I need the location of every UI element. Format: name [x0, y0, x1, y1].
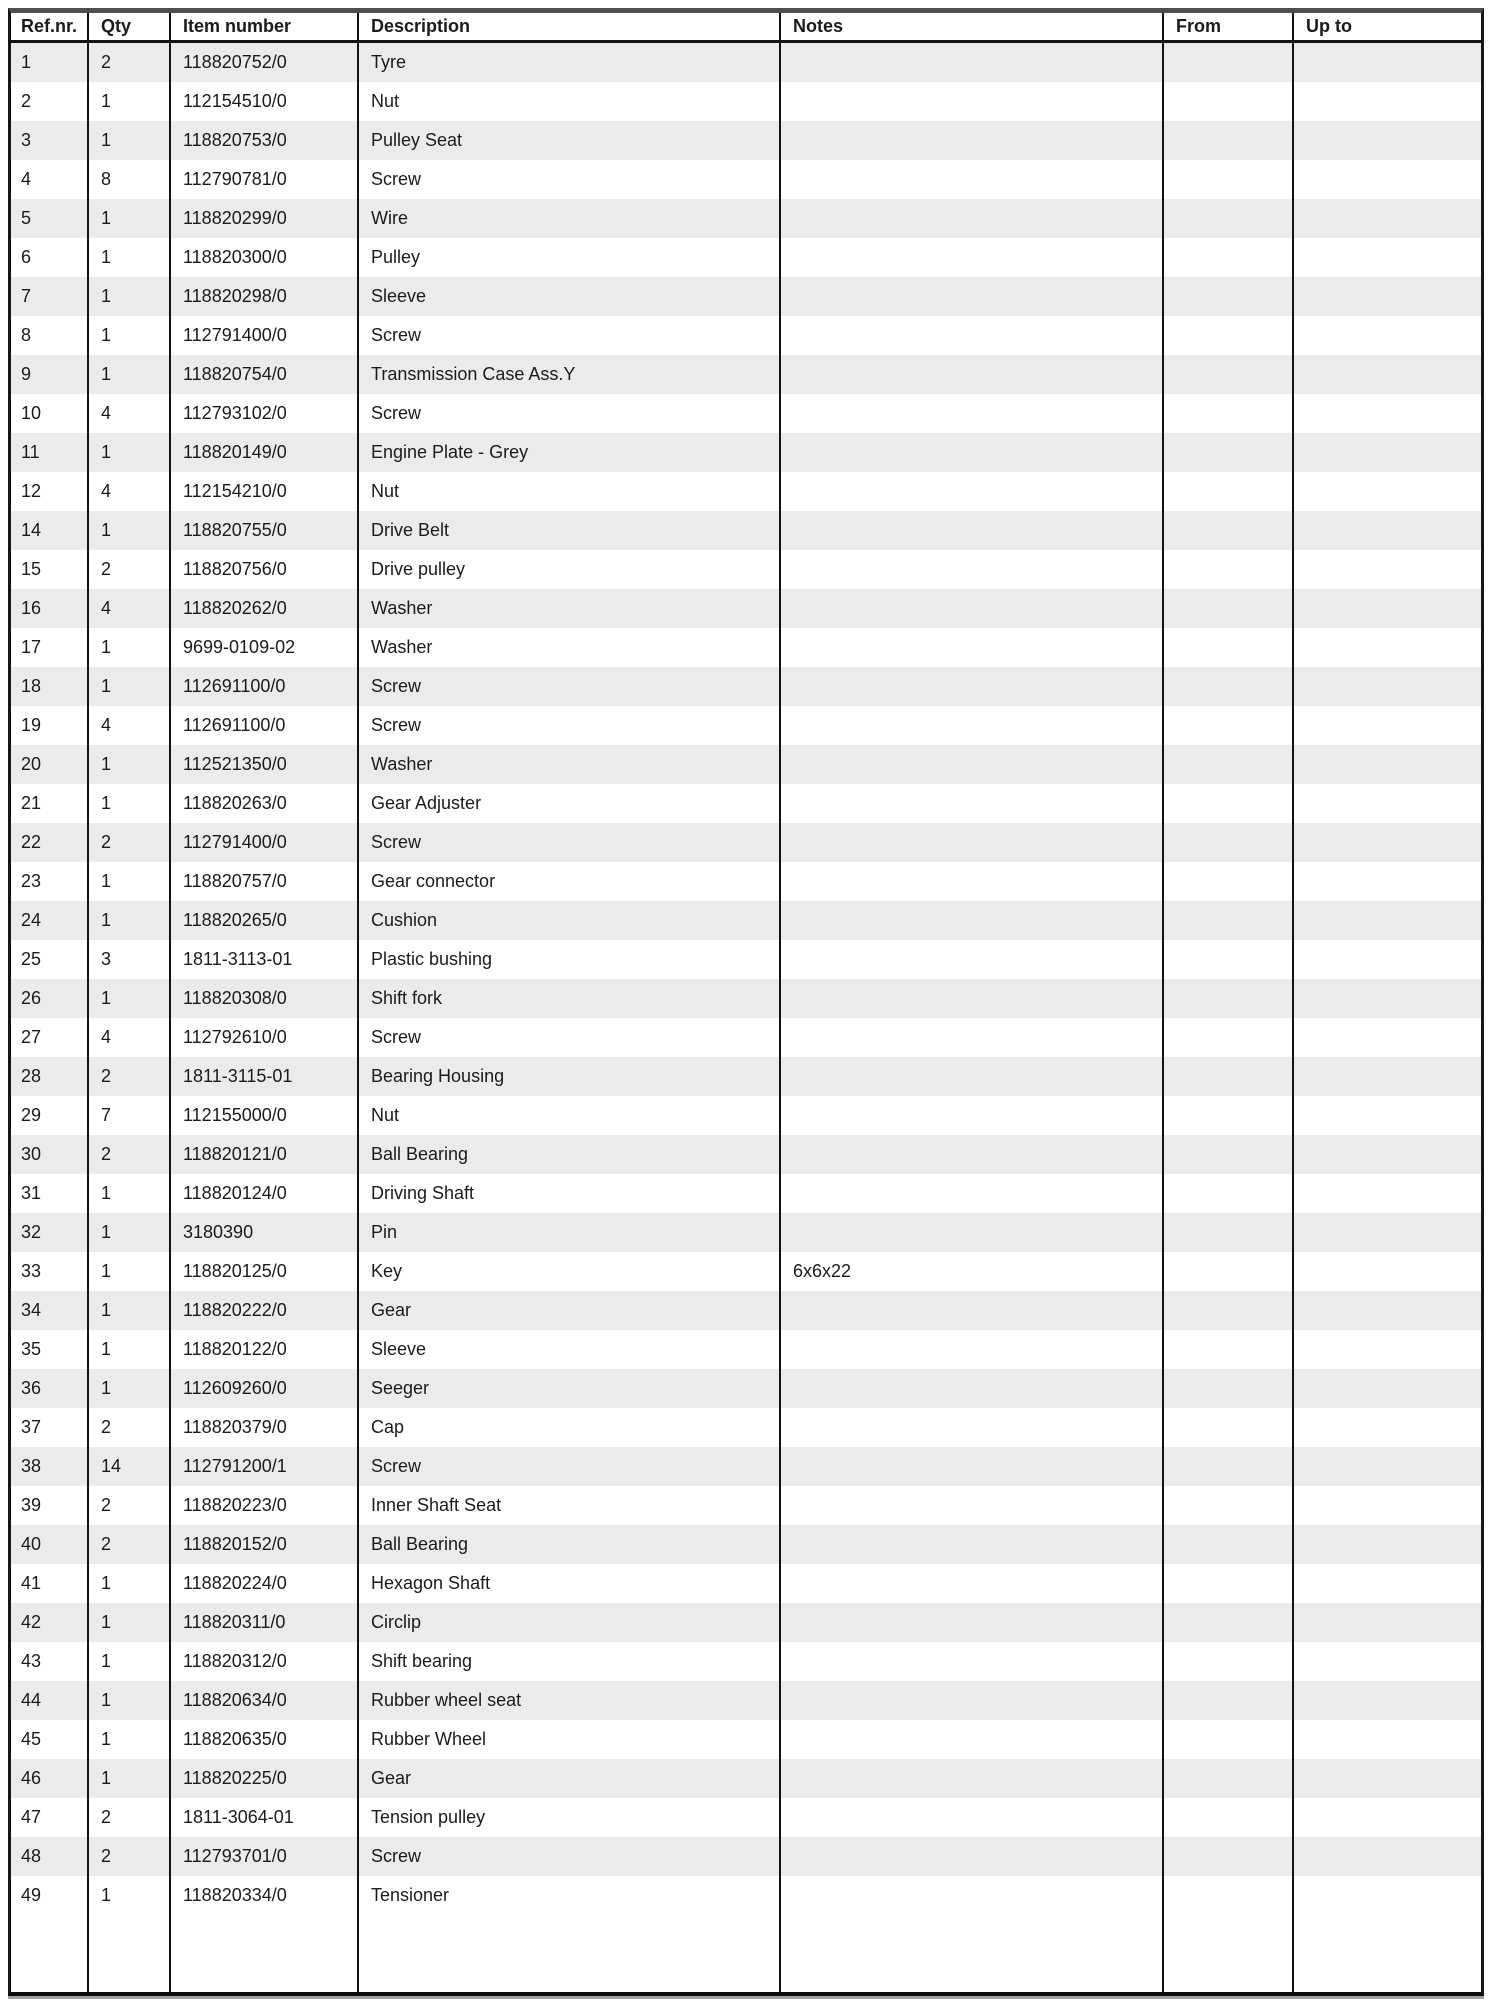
cell-description: Inner Shaft Seat — [371, 1495, 502, 1515]
table-row — [11, 1681, 1481, 1720]
table-row — [11, 394, 1481, 433]
cell-description: Pin — [371, 1222, 398, 1242]
table-row — [11, 784, 1481, 823]
cell-ref-nr: 5 — [21, 208, 32, 228]
cell-ref-nr: 26 — [21, 988, 42, 1008]
cell-item-number: 118820300/0 — [183, 247, 287, 267]
cell-qty: 1 — [101, 1729, 112, 1749]
table-row — [11, 1525, 1481, 1564]
cell-item-number: 118820635/0 — [183, 1729, 287, 1749]
cell-ref-nr: 14 — [21, 520, 42, 540]
cell-item-number: 118820125/0 — [183, 1261, 287, 1281]
cell-item-number: 118820223/0 — [183, 1495, 287, 1515]
cell-qty: 1 — [101, 1690, 112, 1710]
cell-item-number: 112791200/1 — [183, 1456, 287, 1476]
cell-ref-nr: 20 — [21, 754, 42, 774]
column-divider — [169, 13, 171, 1992]
cell-description: Driving Shaft — [371, 1183, 475, 1203]
table-row — [11, 472, 1481, 511]
cell-ref-nr: 39 — [21, 1495, 42, 1515]
cell-description: Screw — [371, 1027, 422, 1047]
cell-qty: 14 — [101, 1456, 122, 1476]
cell-notes: 6x6x22 — [793, 1261, 852, 1281]
table-row — [11, 1174, 1481, 1213]
table-row — [11, 199, 1481, 238]
table-row — [11, 316, 1481, 355]
cell-description: Screw — [371, 1846, 422, 1866]
table-row — [11, 1213, 1481, 1252]
cell-qty: 1 — [101, 1300, 112, 1320]
cell-ref-nr: 7 — [21, 286, 32, 306]
table-row — [11, 1369, 1481, 1408]
table-row — [11, 355, 1481, 394]
cell-item-number: 118820222/0 — [183, 1300, 287, 1320]
cell-ref-nr: 31 — [21, 1183, 42, 1203]
cell-item-number: 118820754/0 — [183, 364, 287, 384]
table-row — [11, 589, 1481, 628]
cell-qty: 1 — [101, 1768, 112, 1788]
cell-qty: 1 — [101, 1612, 112, 1632]
table-row — [11, 1837, 1481, 1876]
table-row — [11, 667, 1481, 706]
table-row — [11, 1408, 1481, 1447]
cell-description: Gear — [371, 1768, 412, 1788]
cell-qty: 2 — [101, 52, 112, 72]
cell-ref-nr: 44 — [21, 1690, 42, 1710]
table-row — [11, 1291, 1481, 1330]
cell-qty: 1 — [101, 91, 112, 111]
cell-ref-nr: 9 — [21, 364, 32, 384]
cell-ref-nr: 17 — [21, 637, 42, 657]
cell-description: Screw — [371, 1456, 422, 1476]
cell-ref-nr: 29 — [21, 1105, 42, 1125]
cell-description: Nut — [371, 1105, 400, 1125]
cell-qty: 2 — [101, 1144, 112, 1164]
cell-ref-nr: 30 — [21, 1144, 42, 1164]
table-row — [11, 1096, 1481, 1135]
cell-ref-nr: 49 — [21, 1885, 42, 1905]
cell-description: Nut — [371, 481, 400, 501]
cell-description: Rubber wheel seat — [371, 1690, 522, 1710]
table-row — [11, 1564, 1481, 1603]
cell-ref-nr: 47 — [21, 1807, 42, 1827]
cell-ref-nr: 41 — [21, 1573, 42, 1593]
cell-item-number: 118820379/0 — [183, 1417, 287, 1437]
cell-item-number: 1811-3115-01 — [183, 1066, 293, 1086]
cell-qty: 1 — [101, 1651, 112, 1671]
cell-qty: 1 — [101, 1183, 112, 1203]
cell-ref-nr: 11 — [21, 442, 40, 462]
column-divider — [1162, 13, 1164, 1992]
cell-item-number: 112790781/0 — [183, 169, 287, 189]
cell-item-number: 112791400/0 — [183, 832, 287, 852]
cell-description: Engine Plate - Grey — [371, 442, 529, 462]
cell-item-number: 118820755/0 — [183, 520, 287, 540]
column-divider — [87, 13, 89, 1992]
cell-item-number: 112791400/0 — [183, 325, 287, 345]
cell-description: Screw — [371, 169, 422, 189]
cell-qty: 1 — [101, 988, 112, 1008]
cell-qty: 7 — [101, 1105, 112, 1125]
cell-description: Tyre — [371, 52, 407, 72]
cell-qty: 1 — [101, 754, 112, 774]
cell-ref-nr: 6 — [21, 247, 32, 267]
cell-description: Drive Belt — [371, 520, 450, 540]
column-divider — [779, 13, 781, 1992]
table-row — [11, 1330, 1481, 1369]
cell-qty: 1 — [101, 871, 112, 891]
cell-ref-nr: 27 — [21, 1027, 42, 1047]
cell-ref-nr: 12 — [21, 481, 42, 501]
cell-description: Sleeve — [371, 1339, 427, 1359]
cell-description: Screw — [371, 325, 422, 345]
cell-description: Pulley — [371, 247, 421, 267]
table-row — [11, 1057, 1481, 1096]
cell-item-number: 118820298/0 — [183, 286, 287, 306]
cell-description: Rubber Wheel — [371, 1729, 487, 1749]
cell-description: Wire — [371, 208, 408, 228]
cell-qty: 1 — [101, 637, 112, 657]
cell-ref-nr: 15 — [21, 559, 42, 579]
cell-description: Shift fork — [371, 988, 443, 1008]
table-row — [11, 1018, 1481, 1057]
table-row — [11, 1603, 1481, 1642]
column-header-qty: Qty — [101, 16, 132, 36]
cell-description: Washer — [371, 637, 433, 657]
cell-description: Hexagon Shaft — [371, 1573, 491, 1593]
cell-ref-nr: 46 — [21, 1768, 42, 1788]
table-row — [11, 1252, 1481, 1291]
cell-description: Screw — [371, 403, 422, 423]
cell-item-number: 118820152/0 — [183, 1534, 287, 1554]
cell-qty: 4 — [101, 598, 112, 618]
cell-qty: 4 — [101, 481, 112, 501]
cell-ref-nr: 38 — [21, 1456, 42, 1476]
cell-qty: 2 — [101, 1495, 112, 1515]
cell-item-number: 9699-0109-02 — [183, 637, 296, 657]
cell-item-number: 118820634/0 — [183, 1690, 287, 1710]
cell-description: Washer — [371, 598, 433, 618]
cell-item-number: 118820311/0 — [183, 1612, 286, 1632]
table-row — [11, 1135, 1481, 1174]
cell-description: Bearing Housing — [371, 1066, 505, 1086]
cell-qty: 1 — [101, 1378, 112, 1398]
cell-item-number: 118820124/0 — [183, 1183, 287, 1203]
cell-item-number: 118820121/0 — [183, 1144, 287, 1164]
cell-ref-nr: 19 — [21, 715, 42, 735]
cell-ref-nr: 16 — [21, 598, 42, 618]
table-row — [11, 706, 1481, 745]
table-body — [11, 43, 1481, 1915]
table-row — [11, 628, 1481, 667]
cell-qty: 2 — [101, 1846, 112, 1866]
table-row — [11, 979, 1481, 1018]
cell-qty: 1 — [101, 247, 112, 267]
column-header-item-number: Item number — [183, 16, 292, 36]
cell-ref-nr: 48 — [21, 1846, 42, 1866]
cell-qty: 2 — [101, 1417, 112, 1437]
cell-qty: 4 — [101, 403, 112, 423]
cell-item-number: 118820262/0 — [183, 598, 287, 618]
table-row — [11, 1642, 1481, 1681]
cell-item-number: 112155000/0 — [183, 1105, 287, 1125]
cell-item-number: 112792610/0 — [183, 1027, 287, 1047]
cell-ref-nr: 24 — [21, 910, 42, 930]
cell-item-number: 118820752/0 — [183, 52, 287, 72]
cell-item-number: 112793701/0 — [183, 1846, 287, 1866]
table-row — [11, 862, 1481, 901]
cell-item-number: 112609260/0 — [183, 1378, 287, 1398]
cell-ref-nr: 3 — [21, 130, 32, 150]
table-row — [11, 550, 1481, 589]
cell-ref-nr: 4 — [21, 169, 32, 189]
cell-qty: 1 — [101, 130, 112, 150]
cell-description: Plastic bushing — [371, 949, 493, 969]
cell-item-number: 112691100/0 — [183, 676, 286, 696]
column-divider — [1292, 13, 1294, 1992]
cell-ref-nr: 2 — [21, 91, 32, 111]
cell-ref-nr: 33 — [21, 1261, 42, 1281]
cell-qty: 1 — [101, 1885, 112, 1905]
cell-ref-nr: 37 — [21, 1417, 42, 1437]
cell-qty: 2 — [101, 1807, 112, 1827]
cell-item-number: 118820753/0 — [183, 130, 287, 150]
cell-description: Transmission Case Ass.Y — [371, 364, 576, 384]
cell-qty: 2 — [101, 1066, 112, 1086]
cell-ref-nr: 35 — [21, 1339, 42, 1359]
cell-item-number: 112691100/0 — [183, 715, 286, 735]
cell-ref-nr: 21 — [21, 793, 42, 813]
cell-ref-nr: 34 — [21, 1300, 42, 1320]
parts-table — [8, 8, 1484, 1996]
cell-description: Nut — [371, 91, 400, 111]
cell-ref-nr: 32 — [21, 1222, 42, 1242]
table-row — [11, 1759, 1481, 1798]
cell-qty: 1 — [101, 1222, 112, 1242]
cell-description: Shift bearing — [371, 1651, 473, 1671]
cell-description: Screw — [371, 832, 422, 852]
cell-item-number: 112154210/0 — [183, 481, 287, 501]
cell-item-number: 118820224/0 — [183, 1573, 287, 1593]
cell-qty: 2 — [101, 832, 112, 852]
cell-qty: 4 — [101, 715, 112, 735]
cell-qty: 1 — [101, 1573, 112, 1593]
cell-item-number: 118820299/0 — [183, 208, 287, 228]
cell-qty: 1 — [101, 364, 112, 384]
table-row — [11, 1486, 1481, 1525]
cell-description: Tensioner — [371, 1885, 450, 1905]
cell-description: Seeger — [371, 1378, 430, 1398]
cell-ref-nr: 28 — [21, 1066, 42, 1086]
cell-item-number: 118820308/0 — [183, 988, 287, 1008]
cell-qty: 1 — [101, 1261, 112, 1281]
cell-item-number: 118820312/0 — [183, 1651, 287, 1671]
cell-description: Drive pulley — [371, 559, 466, 579]
cell-ref-nr: 18 — [21, 676, 42, 696]
cell-description: Pulley Seat — [371, 130, 463, 150]
cell-item-number: 3180390 — [183, 1222, 254, 1242]
table-row — [11, 901, 1481, 940]
column-header-notes: Notes — [793, 16, 844, 36]
cell-item-number: 118820263/0 — [183, 793, 287, 813]
cell-description: Sleeve — [371, 286, 427, 306]
cell-item-number: 118820265/0 — [183, 910, 287, 930]
cell-qty: 1 — [101, 208, 112, 228]
cell-description: Tension pulley — [371, 1807, 486, 1827]
cell-qty: 1 — [101, 1339, 112, 1359]
cell-ref-nr: 23 — [21, 871, 42, 891]
cell-description: Gear — [371, 1300, 412, 1320]
cell-ref-nr: 36 — [21, 1378, 42, 1398]
cell-description: Ball Bearing — [371, 1534, 469, 1554]
cell-description: Screw — [371, 676, 422, 696]
cell-qty: 1 — [101, 793, 112, 813]
table-row — [11, 433, 1481, 472]
table-row — [11, 940, 1481, 979]
table-row — [11, 238, 1481, 277]
cell-ref-nr: 42 — [21, 1612, 42, 1632]
cell-description: Circlip — [371, 1612, 422, 1632]
cell-description: Key — [371, 1261, 403, 1281]
cell-item-number: 118820122/0 — [183, 1339, 287, 1359]
table-row — [11, 160, 1481, 199]
table-row — [11, 1447, 1481, 1486]
cell-description: Screw — [371, 715, 422, 735]
cell-ref-nr: 1 — [21, 52, 32, 72]
table-row — [11, 82, 1481, 121]
cell-item-number: 118820225/0 — [183, 1768, 287, 1788]
table-row — [11, 43, 1481, 82]
cell-ref-nr: 8 — [21, 325, 32, 345]
cell-ref-nr: 25 — [21, 949, 42, 969]
cell-description: Gear Adjuster — [371, 793, 482, 813]
cell-description: Cushion — [371, 910, 438, 930]
cell-item-number: 112521350/0 — [183, 754, 287, 774]
table-row — [11, 1876, 1481, 1915]
cell-qty: 4 — [101, 1027, 112, 1047]
cell-qty: 1 — [101, 325, 112, 345]
cell-ref-nr: 22 — [21, 832, 42, 852]
cell-item-number: 118820756/0 — [183, 559, 287, 579]
table-header — [11, 13, 1481, 43]
cell-ref-nr: 10 — [21, 403, 42, 423]
cell-ref-nr: 45 — [21, 1729, 42, 1749]
table-row — [11, 511, 1481, 550]
table-row — [11, 745, 1481, 784]
cell-qty: 2 — [101, 1534, 112, 1554]
table-filler-space — [11, 1915, 1481, 1992]
cell-description: Gear connector — [371, 871, 496, 891]
cell-item-number: 118820334/0 — [183, 1885, 287, 1905]
cell-description: Ball Bearing — [371, 1144, 469, 1164]
cell-description: Cap — [371, 1417, 405, 1437]
column-header-up-to: Up to — [1306, 16, 1352, 36]
cell-ref-nr: 40 — [21, 1534, 42, 1554]
cell-qty: 1 — [101, 910, 112, 930]
cell-qty: 1 — [101, 286, 112, 306]
cell-ref-nr: 43 — [21, 1651, 42, 1671]
table-row — [11, 1720, 1481, 1759]
cell-qty: 1 — [101, 520, 112, 540]
cell-item-number: 112154510/0 — [183, 91, 287, 111]
table-row — [11, 277, 1481, 316]
cell-item-number: 1811-3064-01 — [183, 1807, 294, 1827]
cell-qty: 1 — [101, 442, 112, 462]
column-header-ref-nr: Ref.nr. — [21, 16, 78, 36]
column-header-description: Description — [371, 16, 471, 36]
cell-qty: 1 — [101, 676, 112, 696]
table-row — [11, 823, 1481, 862]
cell-description: Washer — [371, 754, 433, 774]
cell-item-number: 1811-3113-01 — [183, 949, 293, 969]
column-header-from: From — [1176, 16, 1221, 36]
cell-item-number: 112793102/0 — [183, 403, 287, 423]
table-row — [11, 1798, 1481, 1837]
table-row — [11, 121, 1481, 160]
cell-item-number: 118820149/0 — [183, 442, 287, 462]
cell-qty: 3 — [101, 949, 112, 969]
cell-qty: 8 — [101, 169, 112, 189]
cell-item-number: 118820757/0 — [183, 871, 287, 891]
column-divider — [357, 13, 359, 1992]
cell-qty: 2 — [101, 559, 112, 579]
